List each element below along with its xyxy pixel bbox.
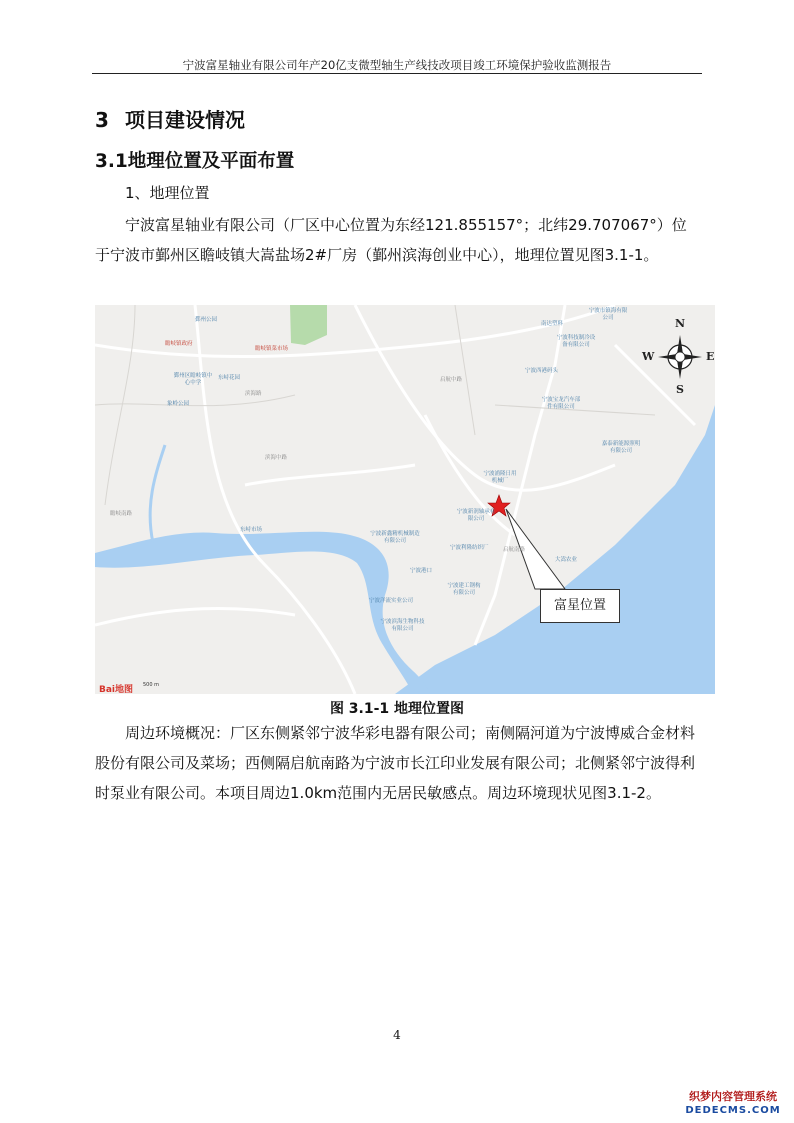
poi: 东峙市场 — [240, 527, 263, 533]
scale-bar: 500 m — [143, 682, 160, 688]
poi: 嘉泰新能源照明有限公司 — [601, 441, 641, 454]
road-label: 启航南路 — [503, 547, 526, 553]
poi: 宁波宝龙汽车部件有限公司 — [541, 397, 581, 410]
page-number: 4 — [393, 1028, 401, 1042]
item-label: 1、地理位置 — [125, 184, 210, 202]
poi: 宁波浦隆日用机械厂 — [483, 471, 517, 484]
poi: 宁波利隆纺织厂 — [450, 545, 489, 551]
compass-w: W — [642, 350, 655, 363]
poi: 宁波西港码头 — [525, 368, 559, 374]
poi: 宁波新润轴承有限公司 — [456, 509, 496, 522]
road-label: 启航中路 — [440, 377, 463, 383]
compass-s: S — [676, 383, 684, 396]
subsection-heading: 3.1地理位置及平面布置 — [95, 151, 295, 172]
compass-e: E — [706, 350, 715, 363]
poi: 瞻岐镇菜市场 — [255, 346, 289, 352]
road-label: 滨海路 — [245, 391, 262, 397]
section-title: 项目建设情况 — [125, 108, 245, 132]
poi: 大嵩农业 — [555, 557, 578, 563]
road-label: 滨海中路 — [265, 455, 288, 461]
location-paragraph: 宁波富星轴业有限公司（厂区中心位置为东经121.855157°；北纬29.707067°）位于宁波市鄞州区瞻岐镇大嵩盐场2#厂房（鄞州滨海创业中心），地理位置见图3.1-1。 — [95, 216, 687, 264]
baidu-logo: Bai地图 — [99, 685, 134, 694]
poi: 宁波滨海生物科技有限公司 — [380, 619, 425, 632]
watermark-line2: DEDECMS.COM — [685, 1105, 781, 1116]
section-number: 3 — [95, 108, 109, 132]
watermark — [682, 1088, 784, 1116]
poi: 宁波港口 — [410, 568, 433, 574]
surroundings-paragraph: 周边环境概况：厂区东侧紧邻宁波华彩电器有限公司；南侧隔河道为宁波博威合金材料股份有限公司及菜场；西侧隔启航南路为宁波市长江印业发展有限公司；北侧紧邻宁波得利时泵业有限公司。本项目周边1.0km范围内无居民敏感点。周边环境现状见图3.1-2。 — [95, 724, 696, 802]
poi: 宁波市镇海有限公司 — [588, 308, 628, 321]
poi: 宁波建工钢构有限公司 — [447, 583, 481, 596]
poi: 东峙花园 — [218, 375, 241, 381]
poi: 宁波新鑫精机械制造有限公司 — [370, 531, 420, 544]
poi: 宁波科技制冷设备有限公司 — [556, 335, 596, 348]
poi: 瞻岐镇政府 — [165, 341, 193, 347]
watermark-line1: 织梦内容管理系统 — [689, 1090, 777, 1103]
poi: 鄞州区瞻岐镇中心中学 — [173, 373, 213, 386]
section-heading — [95, 104, 245, 133]
callout-label: 富星位置 — [540, 589, 620, 623]
road-label: 瞻岐南路 — [110, 511, 133, 517]
poi: 南达塑料 — [541, 321, 564, 327]
header-rule — [92, 73, 702, 74]
figure-caption: 图 3.1-1 地理位置图 — [329, 701, 465, 717]
compass-n: N — [675, 317, 686, 330]
poi: 鄞州公园 — [195, 317, 218, 323]
running-header: 宁波富星轴业有限公司年产20亿支微型轴生产线技改项目竣工环境保护验收监测报告 — [182, 58, 612, 72]
poi: 象岭公园 — [167, 401, 190, 407]
poi: 宁波洋流实业公司 — [369, 598, 414, 604]
location-map — [95, 305, 715, 694]
map-graphic — [95, 305, 715, 694]
